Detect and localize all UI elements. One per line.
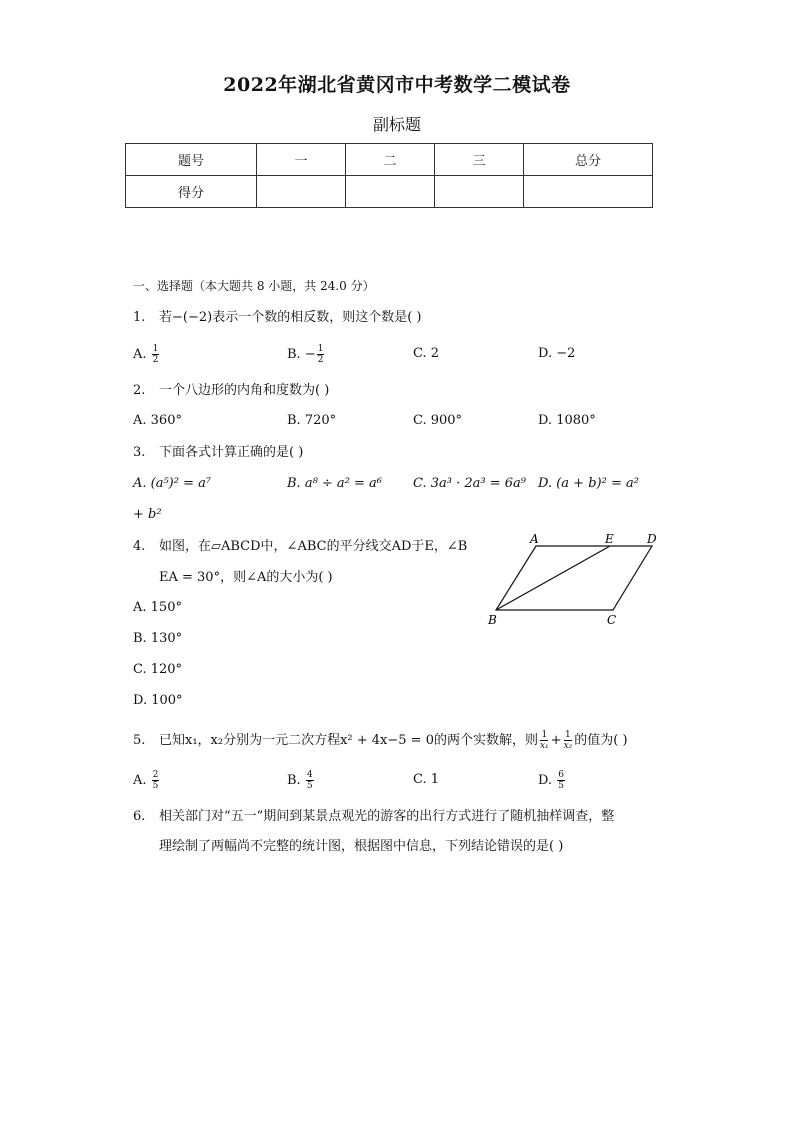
question-6-line2: 理绘制了两幅尚不完整的统计图，根据图中信息，下列结论错误的是( ) — [159, 839, 564, 854]
option-label: B. — [287, 347, 301, 362]
question-text: 若−(−2)表示一个数的相反数，则这个数是( ) — [159, 310, 422, 325]
question-text: 已知x₁，x₂分别为一元二次方程x² + 4x−5 = 0的两个实数解，则 — [159, 733, 538, 748]
option-d — [538, 770, 566, 791]
fraction — [152, 770, 160, 791]
numerator: 4 — [306, 770, 313, 780]
option-label: D. — [538, 773, 553, 788]
option-a: A. (a⁵)² = a⁷ — [133, 476, 212, 491]
option-b — [287, 770, 315, 791]
option-b — [287, 344, 325, 365]
option-b: B. a⁸ ÷ a² = a⁶ — [287, 476, 383, 491]
numerator: 2 — [152, 770, 159, 780]
numerator: 6 — [558, 770, 564, 780]
vertex-label-a: A — [530, 532, 539, 546]
option-c: C. 900° — [413, 413, 463, 428]
fraction — [306, 770, 314, 791]
question-number: 5. — [133, 733, 146, 748]
score-cell: 题号 — [126, 144, 257, 176]
option-a: A. 360° — [133, 413, 182, 428]
option-d: D. 100° — [133, 693, 183, 708]
question-5 — [133, 730, 628, 751]
option-label: A. — [133, 347, 147, 362]
question-4 — [133, 538, 467, 556]
numerator: 1 — [152, 344, 159, 354]
option-c: C. 2 — [413, 346, 440, 361]
score-empty-cell — [435, 176, 524, 208]
denominator: 2 — [152, 355, 159, 365]
score-cell: 二 — [346, 144, 435, 176]
score-empty-cell — [346, 176, 435, 208]
option-d-continued: + b² — [133, 507, 162, 522]
option-c: C. 1 — [413, 772, 440, 787]
score-cell: 总分 — [524, 144, 653, 176]
vertex-label-c: C — [607, 613, 617, 627]
question-4-line2: EA = 30°，则∠A的大小为( ) — [159, 570, 333, 585]
score-empty-cell — [257, 176, 346, 208]
denominator: 5 — [152, 781, 159, 791]
option-b: B. 130° — [133, 631, 183, 646]
denominator: x₂ — [563, 741, 573, 751]
option-d: D. 1080° — [538, 413, 596, 428]
score-table-header-row — [126, 144, 653, 176]
score-table — [125, 143, 653, 208]
numerator: 1 — [541, 730, 548, 740]
fraction — [152, 344, 160, 365]
minus-sign: − — [304, 347, 316, 362]
vertex-label-d: D — [647, 532, 657, 546]
option-b: B. 720° — [287, 413, 337, 428]
question-number: 6. — [133, 809, 146, 824]
option-c: C. 120° — [133, 662, 183, 677]
denominator: x₁ — [539, 741, 549, 751]
section-heading: 一、选择题（本大题共 8 小题，共 24.0 分） — [133, 279, 375, 293]
option-a — [133, 770, 160, 791]
question-number: 2. — [133, 383, 146, 398]
score-cell: 三 — [435, 144, 524, 176]
option-d: D. −2 — [538, 346, 576, 361]
page-subtitle: 副标题 — [372, 115, 421, 134]
score-cell: 得分 — [126, 176, 257, 208]
parallelogram-abcd — [496, 546, 652, 610]
fraction — [317, 344, 325, 365]
option-label: B. — [287, 773, 301, 788]
fraction — [557, 770, 565, 791]
question-6 — [133, 808, 614, 826]
parallelogram-figure — [480, 528, 670, 633]
question-number: 1. — [133, 310, 146, 325]
option-a: A. 150° — [133, 600, 182, 615]
vertex-label-b: B — [488, 613, 497, 627]
denominator: 5 — [558, 781, 564, 791]
question-text: 一个八边形的内角和度数为( ) — [159, 383, 330, 398]
bisector-be — [496, 546, 610, 610]
question-text: 如图，在▱ABCD中，∠ABC的平分线交AD于E，∠B — [159, 539, 468, 554]
question-2 — [133, 382, 329, 400]
denominator: 2 — [317, 355, 324, 365]
question-number: 4. — [133, 539, 146, 554]
question-number: 3. — [133, 445, 146, 460]
plus-sign: + — [550, 733, 562, 748]
fraction — [539, 730, 550, 751]
score-cell: 一 — [257, 144, 346, 176]
vertex-label-e: E — [605, 532, 614, 546]
denominator: 5 — [306, 781, 313, 791]
fraction — [563, 730, 574, 751]
option-label: A. — [133, 773, 147, 788]
question-text: 下面各式计算正确的是( ) — [159, 445, 304, 460]
score-table-score-row — [126, 176, 653, 208]
option-d: D. (a + b)² = a² — [538, 476, 639, 491]
option-a — [133, 344, 160, 365]
numerator: 1 — [317, 344, 324, 354]
question-tail: 的值为( ) — [574, 733, 628, 748]
question-3 — [133, 444, 303, 462]
page-title: 2022年湖北省黄冈市中考数学二模试卷 — [223, 74, 571, 96]
numerator: 1 — [565, 730, 571, 740]
question-1 — [133, 309, 421, 327]
option-c: C. 3a³ · 2a³ = 6a⁹ — [413, 476, 527, 491]
score-empty-cell — [524, 176, 653, 208]
question-text: 相关部门对“五一”期间到某景点观光的游客的出行方式进行了随机抽样调查，整 — [159, 809, 615, 824]
